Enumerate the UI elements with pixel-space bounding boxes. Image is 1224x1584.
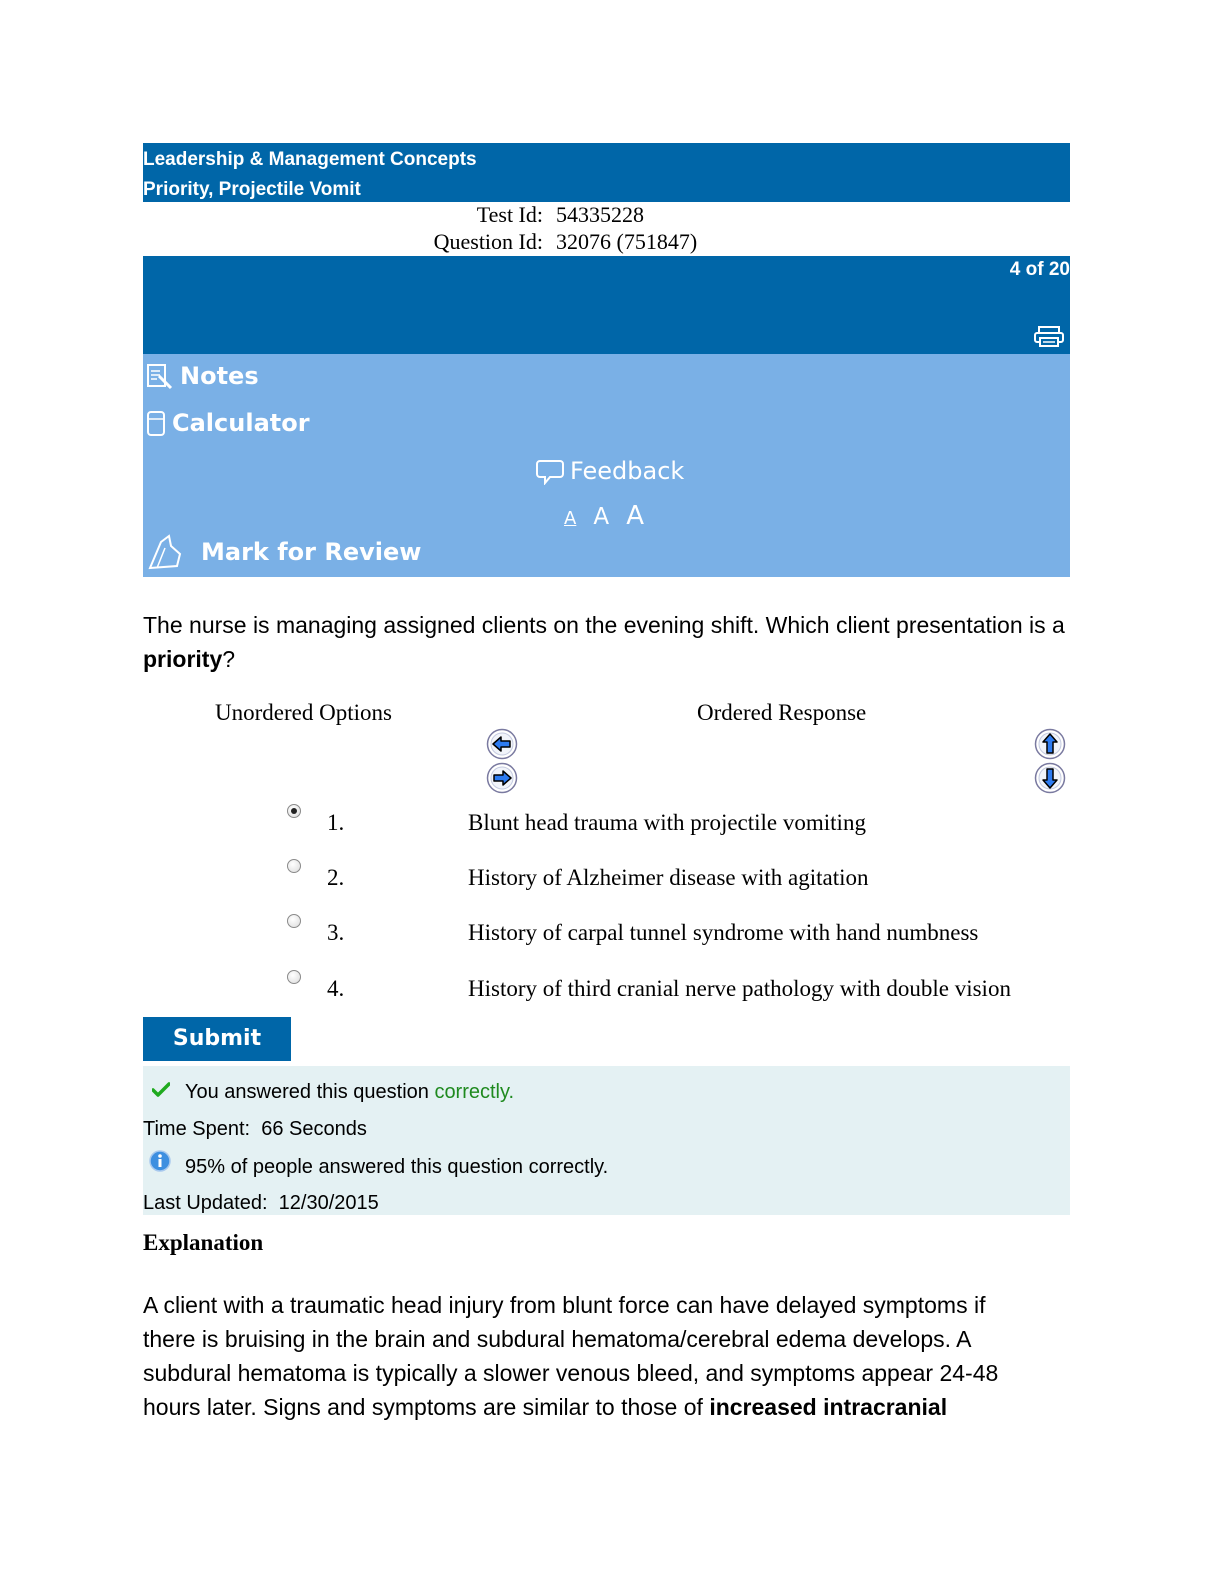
font-size-small[interactable]: A xyxy=(564,508,577,529)
question-id-label: Question Id: xyxy=(433,229,543,254)
flag-icon xyxy=(147,532,183,572)
time-spent: Time Spent: 66 Seconds xyxy=(143,1118,367,1140)
ordered-response-header: Ordered Response xyxy=(697,700,867,725)
move-up-arrow-icon[interactable] xyxy=(1034,728,1066,760)
submit-button[interactable]: Submit xyxy=(143,1017,291,1061)
option-4-number: 4. xyxy=(327,976,345,1001)
explanation-title: Explanation xyxy=(143,1230,264,1255)
header-bar xyxy=(143,143,1070,202)
feedback-icon xyxy=(536,457,564,485)
move-down-arrow-icon[interactable] xyxy=(1034,762,1066,794)
checkmark-icon xyxy=(152,1082,170,1098)
calculator-button[interactable] xyxy=(146,409,310,437)
mark-for-review-button[interactable] xyxy=(147,532,421,572)
explanation-emphasis: increased intracranial xyxy=(709,1394,948,1420)
question-id-value: 32076 (751847) xyxy=(556,229,698,254)
percent-correct: 95% of people answered this question correctly. xyxy=(185,1156,609,1178)
option-2-number: 2. xyxy=(327,865,345,890)
option-3-text[interactable]: History of carpal tunnel syndrome with hand numbness xyxy=(468,920,979,945)
feedback-label: Feedback xyxy=(570,457,685,485)
unordered-options-header: Unordered Options xyxy=(215,700,392,725)
topic-title: Priority, Projectile Vomit xyxy=(143,179,361,200)
print-icon[interactable] xyxy=(1034,326,1064,348)
calculator-icon xyxy=(146,409,166,437)
option-2-text[interactable]: History of Alzheimer disease with agitation xyxy=(468,865,869,890)
mark-for-review-label: Mark for Review xyxy=(201,538,422,566)
option-1-radio[interactable] xyxy=(287,804,301,818)
font-size-controls xyxy=(564,501,644,531)
move-right-arrow-icon[interactable] xyxy=(486,762,518,794)
option-4-text[interactable]: History of third cranial nerve pathology with double vision xyxy=(468,976,1011,1001)
test-id-value: 54335228 xyxy=(556,202,644,227)
notes-icon xyxy=(146,362,174,390)
answer-status: You answered this question correctly. xyxy=(185,1081,515,1103)
calculator-label: Calculator xyxy=(172,409,310,437)
notes-label: Notes xyxy=(180,362,259,390)
notes-button[interactable] xyxy=(146,362,259,390)
last-updated: Last Updated: 12/30/2015 xyxy=(143,1192,379,1214)
info-icon xyxy=(149,1150,171,1172)
option-2-radio[interactable] xyxy=(287,859,301,873)
answer-status-word: correctly. xyxy=(434,1081,515,1103)
question-emphasis: priority xyxy=(143,646,223,672)
option-4-radio[interactable] xyxy=(287,970,301,984)
category-title: Leadership & Management Concepts xyxy=(143,149,477,170)
question-text: The nurse is managing assigned clients on the evening shift. Which client presentation is a priority? xyxy=(143,612,1065,672)
option-1-text[interactable]: Blunt head trauma with projectile vomiting xyxy=(468,810,866,835)
feedback-button[interactable] xyxy=(536,457,684,485)
question-counter: 4 of 20 xyxy=(1009,259,1070,280)
option-1-number: 1. xyxy=(327,810,345,835)
explanation-text: A client with a traumatic head injury from blunt force can have delayed symptoms if there is bruising in the brain and subdural hematoma/cerebral edema develops. A subdural hematoma is typically a slower venous bleed, and symptoms appear 24-48 hours later. Signs and symptoms are similar to those of increased intracranial xyxy=(143,1292,999,1420)
font-size-medium[interactable]: A xyxy=(593,504,610,530)
result-panel xyxy=(143,1066,1070,1215)
tools-panel xyxy=(143,354,1070,577)
option-3-radio[interactable] xyxy=(287,914,301,928)
option-3-number: 3. xyxy=(327,920,345,945)
test-id-label: Test Id: xyxy=(476,202,543,227)
font-size-large[interactable]: A xyxy=(626,501,645,531)
question-nav-bar xyxy=(143,256,1070,354)
move-left-arrow-icon[interactable] xyxy=(486,728,518,760)
